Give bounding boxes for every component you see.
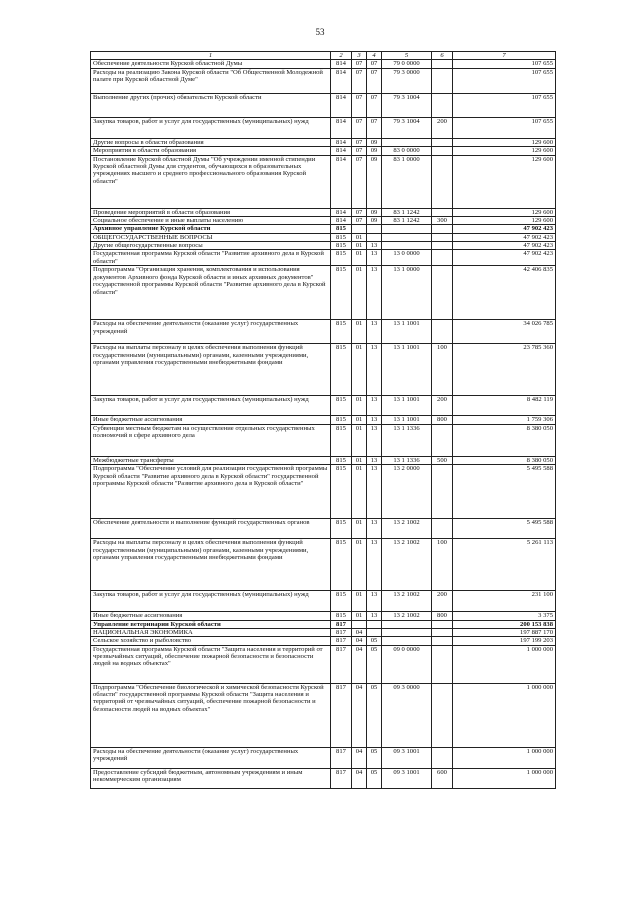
row-subsection-code: 13 — [367, 465, 382, 519]
row-ministry-code: 815 — [331, 612, 352, 620]
row-expense-type-code — [432, 68, 453, 93]
row-expense-type-code — [432, 60, 453, 68]
table-row — [91, 519, 556, 539]
row-expense-type-code — [432, 266, 453, 320]
row-target-article-code: 13 1 1001 — [382, 320, 432, 344]
row-target-article-code: 79 3 1004 — [382, 93, 432, 117]
row-description: Подпрограмма "Организация хранения, комплектования и использования документов Архивного фонда Курской области и иных архивных документов" государственной программы Курской области "Развитие архивного дела в Курской области" — [91, 266, 331, 320]
row-description: Закупка товаров, работ и услуг для государственных (муниципальных) нужд — [91, 591, 331, 612]
row-expense-type-code: 800 — [432, 416, 453, 424]
row-expense-type-code: 100 — [432, 344, 453, 396]
row-description: Расходы на реализацию Закона Курской области "Об Общественной Молодежной палате при Курской областной Думе" — [91, 68, 331, 93]
row-subsection-code: 09 — [367, 147, 382, 155]
row-target-article-code — [382, 637, 432, 645]
table-row — [91, 147, 556, 155]
row-description: Государственная программа Курской области "Развитие архивного дела в Курской области" — [91, 250, 331, 266]
row-ministry-code: 815 — [331, 233, 352, 241]
table-row — [91, 225, 556, 233]
row-target-article-code — [382, 138, 432, 146]
table-row — [91, 60, 556, 68]
table-row — [91, 396, 556, 416]
row-ministry-code: 817 — [331, 768, 352, 788]
row-ministry-code: 817 — [331, 620, 352, 628]
row-ministry-code: 814 — [331, 68, 352, 93]
row-description: Субвенции местным бюджетам на осуществление отдельных государственных полномочий в сфере архивного дела — [91, 424, 331, 456]
row-section-code: 07 — [352, 93, 367, 117]
table-row — [91, 117, 556, 138]
row-target-article-code — [382, 233, 432, 241]
row-description: Постановление Курской областной Думы "Об учреждении именной стипендии Курской областной Думы для студентов, обучающихся в образовательных учреждениях высшего и среднего профессионального образования Курской области" — [91, 155, 331, 208]
table-row — [91, 628, 556, 636]
row-description: Подпрограмма "Обеспечение условий для реализации государственной программы Курской области "Развитие архивного дела в Курской области" государственной программы Курской области "Развитие архивного дела в Курской области" — [91, 465, 331, 519]
row-section-code: 07 — [352, 60, 367, 68]
row-expense-type-code — [432, 320, 453, 344]
table-row — [91, 620, 556, 628]
row-target-article-code: 13 1 1001 — [382, 344, 432, 396]
row-amount: 5 495 588 — [453, 519, 556, 539]
row-target-article-code: 09 3 0000 — [382, 683, 432, 747]
row-ministry-code: 815 — [331, 344, 352, 396]
row-subsection-code — [367, 620, 382, 628]
row-subsection-code: 07 — [367, 117, 382, 138]
row-description: НАЦИОНАЛЬНАЯ ЭКОНОМИКА — [91, 628, 331, 636]
row-description: Архивное управление Курской области — [91, 225, 331, 233]
row-subsection-code: 13 — [367, 396, 382, 416]
row-ministry-code: 815 — [331, 225, 352, 233]
row-amount: 42 406 835 — [453, 266, 556, 320]
row-description: Управление ветеринарии Курской области — [91, 620, 331, 628]
row-target-article-code: 13 1 1336 — [382, 424, 432, 456]
row-ministry-code: 815 — [331, 539, 352, 591]
row-target-article-code: 13 2 1002 — [382, 539, 432, 591]
row-target-article-code: 79 0 0000 — [382, 60, 432, 68]
row-amount: 47 902 423 — [453, 250, 556, 266]
table-row — [91, 320, 556, 344]
row-subsection-code: 05 — [367, 747, 382, 768]
row-amount: 1 000 000 — [453, 645, 556, 683]
row-ministry-code: 814 — [331, 155, 352, 208]
row-expense-type-code — [432, 519, 453, 539]
row-description: Выполнение других (прочих) обязательств Курской области — [91, 93, 331, 117]
row-expense-type-code — [432, 250, 453, 266]
row-subsection-code: 09 — [367, 155, 382, 208]
row-section-code: 01 — [352, 233, 367, 241]
row-target-article-code: 13 1 1001 — [382, 396, 432, 416]
row-expense-type-code — [432, 620, 453, 628]
row-subsection-code: 09 — [367, 208, 382, 216]
table-row — [91, 539, 556, 591]
row-target-article-code: 79 3 0000 — [382, 68, 432, 93]
row-section-code: 04 — [352, 768, 367, 788]
row-description: Обеспечение деятельности и выполнение функций государственных органов — [91, 519, 331, 539]
row-ministry-code: 815 — [331, 250, 352, 266]
row-expense-type-code: 200 — [432, 117, 453, 138]
row-section-code: 01 — [352, 242, 367, 250]
row-amount: 47 902 423 — [453, 242, 556, 250]
row-subsection-code: 13 — [367, 424, 382, 456]
row-ministry-code: 815 — [331, 465, 352, 519]
table-row — [91, 591, 556, 612]
row-amount: 1 000 000 — [453, 683, 556, 747]
row-ministry-code: 815 — [331, 266, 352, 320]
row-subsection-code: 09 — [367, 216, 382, 224]
row-section-code: 04 — [352, 683, 367, 747]
row-subsection-code: 13 — [367, 320, 382, 344]
row-ministry-code: 814 — [331, 60, 352, 68]
row-description: Предоставление субсидий бюджетным, автономным учреждениям и иным некоммерческим организациям — [91, 768, 331, 788]
row-subsection-code: 13 — [367, 539, 382, 591]
row-subsection-code: 05 — [367, 645, 382, 683]
row-target-article-code — [382, 620, 432, 628]
row-expense-type-code — [432, 225, 453, 233]
row-expense-type-code — [432, 242, 453, 250]
row-target-article-code: 79 3 1004 — [382, 117, 432, 138]
row-section-code: 07 — [352, 208, 367, 216]
table-row — [91, 344, 556, 396]
row-section-code: 01 — [352, 266, 367, 320]
row-section-code: 04 — [352, 645, 367, 683]
row-description: Мероприятия в области образования — [91, 147, 331, 155]
row-section-code: 04 — [352, 637, 367, 645]
row-target-article-code: 83 1 0000 — [382, 155, 432, 208]
row-ministry-code: 814 — [331, 93, 352, 117]
row-section-code: 04 — [352, 628, 367, 636]
row-amount: 107 655 — [453, 60, 556, 68]
table-row — [91, 637, 556, 645]
row-expense-type-code: 200 — [432, 591, 453, 612]
row-amount: 129 600 — [453, 216, 556, 224]
row-ministry-code: 815 — [331, 396, 352, 416]
row-expense-type-code — [432, 424, 453, 456]
row-target-article-code: 09 3 1001 — [382, 768, 432, 788]
row-subsection-code — [367, 628, 382, 636]
table-row — [91, 266, 556, 320]
column-header: 2 — [331, 52, 352, 60]
row-amount: 5 495 588 — [453, 465, 556, 519]
row-expense-type-code — [432, 147, 453, 155]
row-expense-type-code: 600 — [432, 768, 453, 788]
row-amount: 1 759 306 — [453, 416, 556, 424]
table-header-row — [91, 52, 556, 60]
row-amount: 107 655 — [453, 117, 556, 138]
table-row — [91, 138, 556, 146]
table-row — [91, 216, 556, 224]
table-row — [91, 416, 556, 424]
row-amount: 129 600 — [453, 208, 556, 216]
row-description: Иные бюджетные ассигнования — [91, 612, 331, 620]
table-row — [91, 612, 556, 620]
row-amount: 200 153 838 — [453, 620, 556, 628]
row-section-code — [352, 620, 367, 628]
row-description: Государственная программа Курской области "Защита населения и территорий от чрезвычайных ситуаций, обеспечение пожарной безопасности и безопасности людей на водных объектах" — [91, 645, 331, 683]
row-subsection-code: 07 — [367, 60, 382, 68]
table-row — [91, 155, 556, 208]
row-description: Обеспечение деятельности Курской областной Думы — [91, 60, 331, 68]
row-amount: 107 655 — [453, 93, 556, 117]
row-expense-type-code — [432, 233, 453, 241]
row-subsection-code: 07 — [367, 68, 382, 93]
row-amount: 47 902 423 — [453, 225, 556, 233]
row-subsection-code: 13 — [367, 456, 382, 464]
row-section-code: 04 — [352, 747, 367, 768]
row-section-code: 01 — [352, 250, 367, 266]
row-section-code: 01 — [352, 612, 367, 620]
row-amount: 1 000 000 — [453, 768, 556, 788]
column-header: 1 — [91, 52, 331, 60]
table-row — [91, 68, 556, 93]
row-target-article-code — [382, 225, 432, 233]
table-row — [91, 250, 556, 266]
row-amount: 8 380 050 — [453, 456, 556, 464]
row-target-article-code: 13 1 1336 — [382, 456, 432, 464]
row-expense-type-code — [432, 747, 453, 768]
row-expense-type-code: 200 — [432, 396, 453, 416]
row-expense-type-code: 300 — [432, 216, 453, 224]
row-section-code: 01 — [352, 519, 367, 539]
page-number: 53 — [315, 27, 325, 37]
row-subsection-code: 05 — [367, 683, 382, 747]
row-ministry-code: 814 — [331, 216, 352, 224]
row-ministry-code: 817 — [331, 645, 352, 683]
row-ministry-code: 815 — [331, 424, 352, 456]
row-target-article-code: 13 2 1002 — [382, 612, 432, 620]
row-section-code: 01 — [352, 539, 367, 591]
row-subsection-code: 13 — [367, 519, 382, 539]
row-section-code: 07 — [352, 216, 367, 224]
row-description: Подпрограмма "Обеспечение биологической и химической безопасности Курской области" государственной программы Курской области "Защита населения и территорий от чрезвычайных ситуаций, обеспечение пожарной безопасности и безопасности людей на водных объектах" — [91, 683, 331, 747]
row-ministry-code: 815 — [331, 456, 352, 464]
row-subsection-code: 13 — [367, 344, 382, 396]
row-amount: 129 600 — [453, 155, 556, 208]
row-ministry-code: 815 — [331, 320, 352, 344]
row-target-article-code: 13 2 1002 — [382, 519, 432, 539]
row-expense-type-code: 800 — [432, 612, 453, 620]
row-description: Социальное обеспечение и иные выплаты населению — [91, 216, 331, 224]
row-amount: 8 482 119 — [453, 396, 556, 416]
column-header: 6 — [432, 52, 453, 60]
table-row — [91, 208, 556, 216]
row-section-code: 07 — [352, 138, 367, 146]
row-amount: 107 655 — [453, 68, 556, 93]
row-ministry-code: 817 — [331, 637, 352, 645]
row-expense-type-code — [432, 683, 453, 747]
row-amount: 129 600 — [453, 138, 556, 146]
row-amount: 34 026 785 — [453, 320, 556, 344]
row-expense-type-code — [432, 645, 453, 683]
row-description: Закупка товаров, работ и услуг для государственных (муниципальных) нужд — [91, 117, 331, 138]
row-target-article-code: 13 1 1001 — [382, 416, 432, 424]
row-target-article-code: 09 3 1001 — [382, 747, 432, 768]
row-target-article-code — [382, 628, 432, 636]
row-target-article-code: 13 1 0000 — [382, 266, 432, 320]
table-row — [91, 683, 556, 747]
row-target-article-code — [382, 242, 432, 250]
row-ministry-code: 814 — [331, 117, 352, 138]
table-row — [91, 747, 556, 768]
row-description: Расходы на выплаты персоналу в целях обеспечения выполнения функций государственными (муниципальными) органами, казенными учреждениями, органами управления государственными внебюджетными фондами — [91, 344, 331, 396]
row-subsection-code: 07 — [367, 93, 382, 117]
column-header: 5 — [382, 52, 432, 60]
row-expense-type-code: 500 — [432, 456, 453, 464]
row-section-code: 07 — [352, 117, 367, 138]
table-body — [91, 60, 556, 788]
row-expense-type-code — [432, 465, 453, 519]
row-target-article-code: 83 1 1242 — [382, 216, 432, 224]
row-subsection-code: 09 — [367, 138, 382, 146]
row-expense-type-code — [432, 628, 453, 636]
row-target-article-code: 13 2 0000 — [382, 465, 432, 519]
row-subsection-code: 13 — [367, 591, 382, 612]
table-row — [91, 456, 556, 464]
row-expense-type-code — [432, 208, 453, 216]
row-ministry-code: 817 — [331, 683, 352, 747]
row-description: Иные бюджетные ассигнования — [91, 416, 331, 424]
row-subsection-code: 13 — [367, 266, 382, 320]
row-amount: 197 887 170 — [453, 628, 556, 636]
row-target-article-code: 09 0 0000 — [382, 645, 432, 683]
row-target-article-code: 83 1 1242 — [382, 208, 432, 216]
row-ministry-code: 815 — [331, 519, 352, 539]
row-section-code: 01 — [352, 320, 367, 344]
row-amount: 23 785 360 — [453, 344, 556, 396]
row-target-article-code: 13 2 1002 — [382, 591, 432, 612]
row-expense-type-code — [432, 155, 453, 208]
column-header: 3 — [352, 52, 367, 60]
row-subsection-code — [367, 225, 382, 233]
row-section-code: 01 — [352, 591, 367, 612]
row-ministry-code: 817 — [331, 747, 352, 768]
row-description: Проведение мероприятий в области образования — [91, 208, 331, 216]
row-amount: 129 600 — [453, 147, 556, 155]
table-row — [91, 465, 556, 519]
row-amount: 1 000 000 — [453, 747, 556, 768]
column-header: 7 — [453, 52, 556, 60]
row-subsection-code: 13 — [367, 612, 382, 620]
table-row — [91, 424, 556, 456]
row-section-code: 01 — [352, 456, 367, 464]
row-section-code: 07 — [352, 155, 367, 208]
row-expense-type-code — [432, 637, 453, 645]
row-section-code: 01 — [352, 396, 367, 416]
row-description: Межбюджетные трансферты — [91, 456, 331, 464]
column-header: 4 — [367, 52, 382, 60]
row-description: Закупка товаров, работ и услуг для государственных (муниципальных) нужд — [91, 396, 331, 416]
row-ministry-code: 815 — [331, 591, 352, 612]
row-description: Расходы на выплаты персоналу в целях обеспечения выполнения функций государственными (муниципальными) органами, казенными учреждениями, органами управления государственными внебюджетными фондами — [91, 539, 331, 591]
row-expense-type-code: 100 — [432, 539, 453, 591]
row-description: Расходы на обеспечение деятельности (оказание услуг) государственных учреждений — [91, 320, 331, 344]
row-section-code: 01 — [352, 465, 367, 519]
row-section-code: 07 — [352, 68, 367, 93]
row-expense-type-code — [432, 138, 453, 146]
table-row — [91, 93, 556, 117]
row-subsection-code: 05 — [367, 768, 382, 788]
table-row — [91, 645, 556, 683]
row-ministry-code: 814 — [331, 208, 352, 216]
budget-table — [90, 51, 556, 789]
row-ministry-code: 815 — [331, 416, 352, 424]
table-row — [91, 242, 556, 250]
row-section-code: 01 — [352, 344, 367, 396]
row-target-article-code: 83 0 0000 — [382, 147, 432, 155]
row-description: Расходы на обеспечение деятельности (оказание услуг) государственных учреждений — [91, 747, 331, 768]
row-description: Сельское хозяйство и рыболовство — [91, 637, 331, 645]
row-amount: 3 375 — [453, 612, 556, 620]
row-amount: 197 199 203 — [453, 637, 556, 645]
row-amount: 5 261 113 — [453, 539, 556, 591]
row-subsection-code: 13 — [367, 242, 382, 250]
row-amount: 8 380 050 — [453, 424, 556, 456]
row-expense-type-code — [432, 93, 453, 117]
table-row — [91, 768, 556, 788]
row-subsection-code: 05 — [367, 637, 382, 645]
row-ministry-code: 814 — [331, 138, 352, 146]
row-amount: 231 100 — [453, 591, 556, 612]
row-description: Другие вопросы в области образования — [91, 138, 331, 146]
row-ministry-code: 814 — [331, 147, 352, 155]
row-section-code: 01 — [352, 424, 367, 456]
row-section-code: 07 — [352, 147, 367, 155]
row-section-code — [352, 225, 367, 233]
table-row — [91, 233, 556, 241]
row-section-code: 01 — [352, 416, 367, 424]
row-description: ОБЩЕГОСУДАРСТВЕННЫЕ ВОПРОСЫ — [91, 233, 331, 241]
row-amount: 47 902 423 — [453, 233, 556, 241]
row-subsection-code — [367, 233, 382, 241]
row-description: Другие общегосударственные вопросы — [91, 242, 331, 250]
row-ministry-code: 817 — [331, 628, 352, 636]
row-ministry-code: 815 — [331, 242, 352, 250]
row-subsection-code: 13 — [367, 416, 382, 424]
row-subsection-code: 13 — [367, 250, 382, 266]
row-target-article-code: 13 0 0000 — [382, 250, 432, 266]
